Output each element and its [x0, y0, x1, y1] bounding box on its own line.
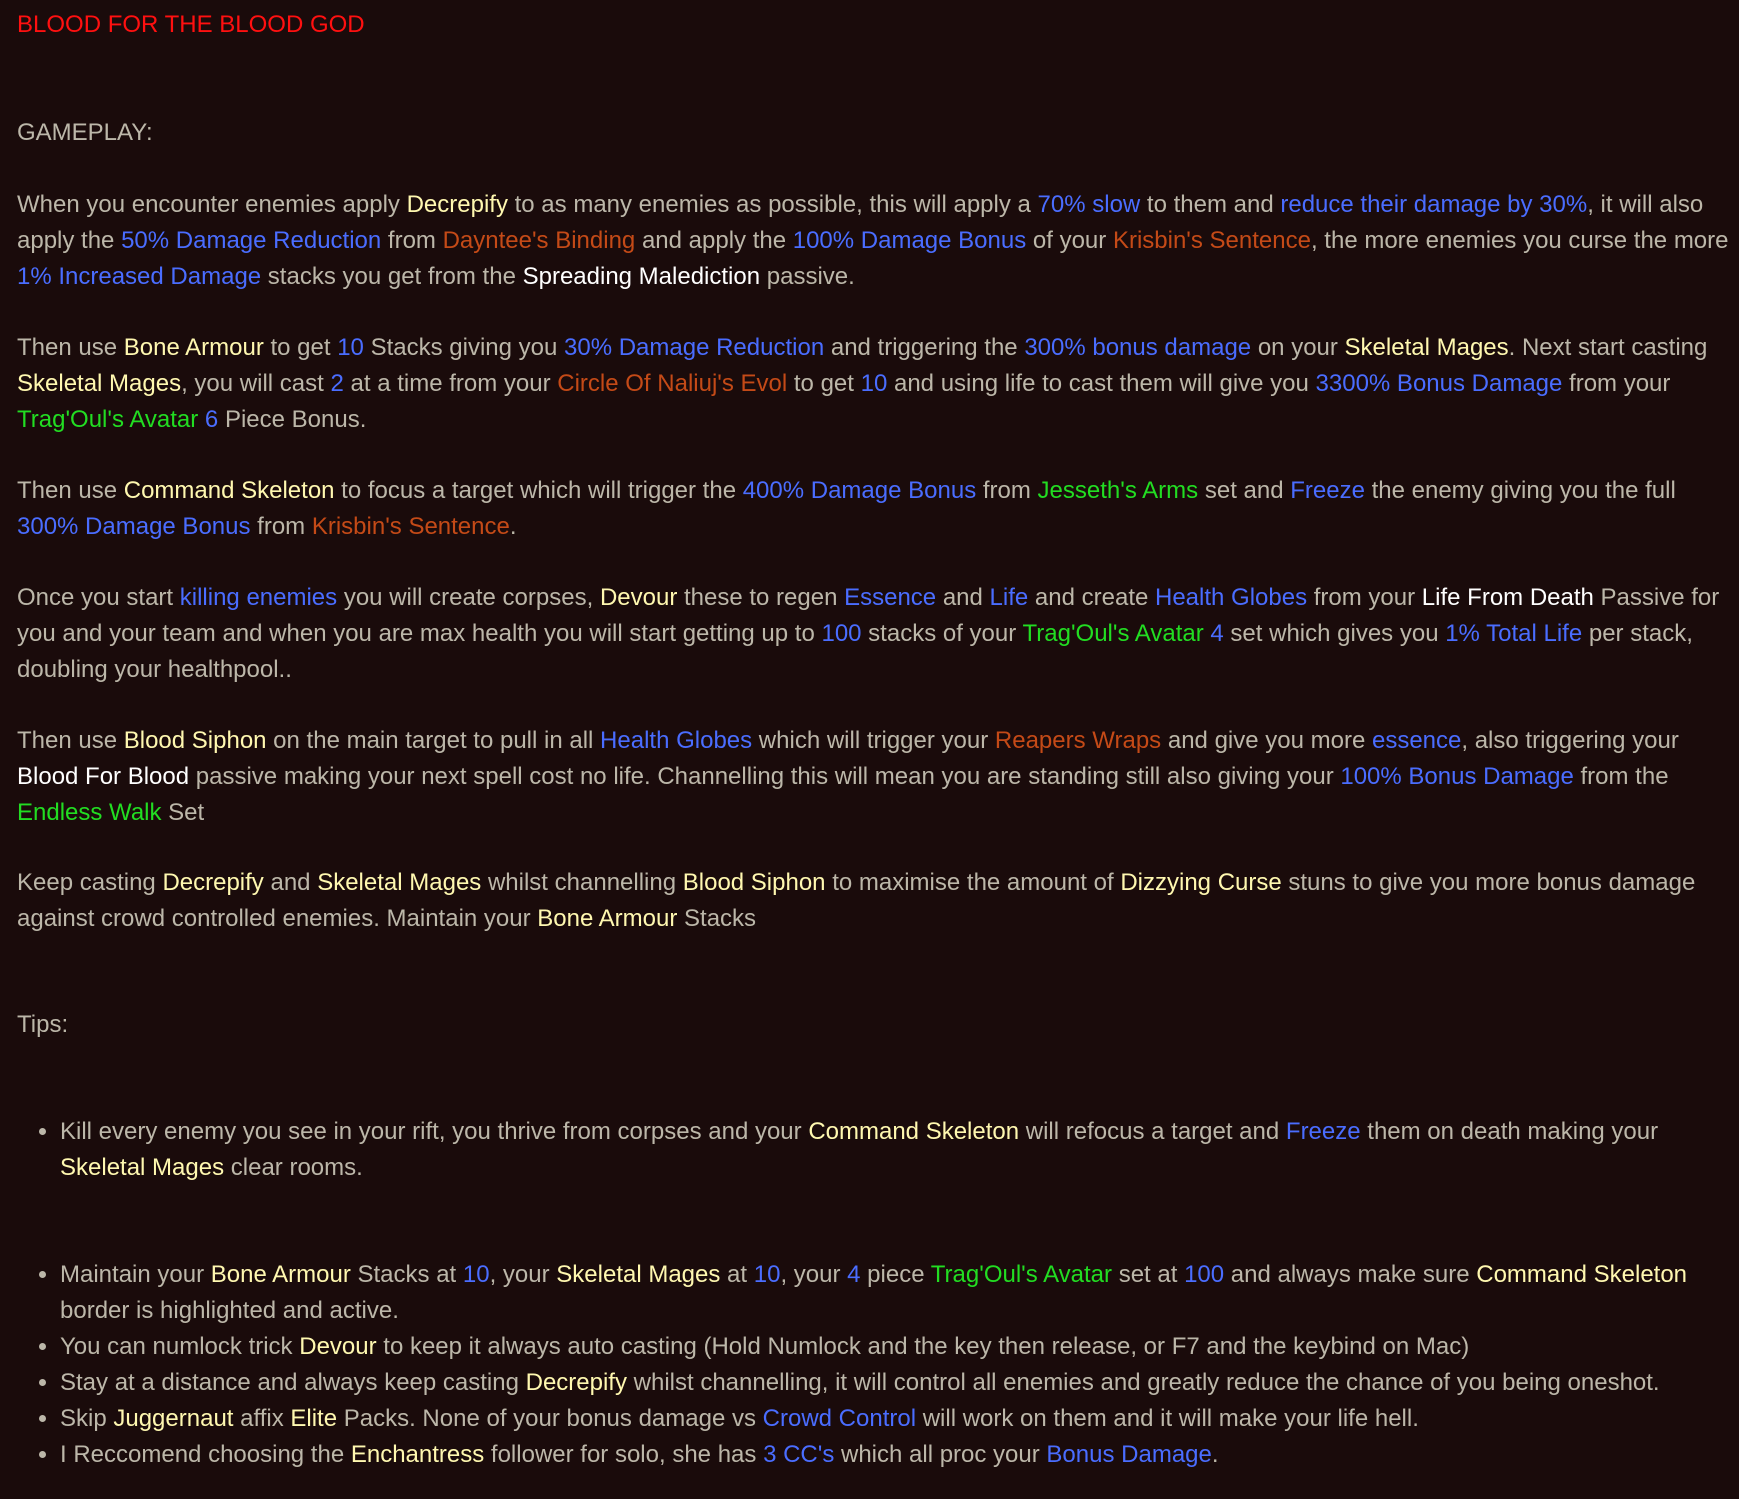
text-segment: , it will also apply the: [17, 191, 1704, 254]
text-segment: Skip: [60, 1405, 114, 1432]
text-segment: to get: [263, 334, 338, 361]
bonus-value: 3 CC's: [763, 1441, 835, 1468]
text-segment: from: [381, 227, 443, 254]
text-segment: stacks you get from the: [261, 263, 523, 290]
skill-name: Devour: [299, 1333, 377, 1360]
text-segment: per stack, doubling your healthpool..: [17, 620, 1693, 683]
skill-name: Command Skeleton: [1476, 1261, 1688, 1288]
text-segment: Stay at a distance and always keep casting: [60, 1369, 526, 1396]
bonus-value: 100: [821, 620, 862, 647]
skill-name: Command Skeleton: [808, 1118, 1020, 1145]
text-segment: and apply the: [635, 227, 793, 254]
bonus-value: 400% Damage Bonus: [742, 477, 977, 504]
text-segment: at a time from your: [343, 370, 558, 397]
text-segment: .: [509, 513, 517, 540]
bonus-value: 10: [337, 334, 364, 361]
text-segment: and using life to cast them will give you: [887, 370, 1316, 397]
spacer: [17, 831, 1729, 865]
bonus-value: 300% bonus damage: [1024, 334, 1252, 361]
text-segment: set at: [1112, 1261, 1185, 1288]
text-segment: [198, 406, 205, 433]
text-segment: You can numlock trick: [60, 1333, 300, 1360]
spacer: [17, 545, 1729, 580]
text-segment: , also triggering your: [1461, 727, 1679, 754]
text-segment: Set: [161, 799, 205, 826]
text-segment: to get: [787, 370, 861, 397]
text-segment: , you will cast: [181, 370, 331, 397]
tip-item: [60, 1365, 1729, 1401]
bonus-value: Health Globes: [1155, 584, 1308, 611]
text-segment: from: [250, 513, 312, 540]
text-segment: and give you more: [1161, 727, 1372, 754]
text-segment: Then use: [17, 334, 124, 361]
skill-name: Blood Siphon: [682, 869, 826, 896]
text-segment: at: [720, 1261, 754, 1288]
text-segment: which will trigger your: [752, 727, 995, 754]
text-segment: follower for solo, she has: [484, 1441, 764, 1468]
text-segment: Maintain your: [60, 1261, 211, 1288]
bonus-value: essence: [1371, 727, 1462, 754]
gameplay-paragraph-devour: [17, 580, 1729, 688]
skill-name: Decrepify: [525, 1369, 627, 1396]
bonus-value: 10: [753, 1261, 781, 1288]
text-segment: and: [936, 584, 990, 611]
text-segment: to focus a target which will trigger the: [334, 477, 743, 504]
item-name: Krisbin's Sentence: [1112, 227, 1311, 254]
set-name: Jesseth's Arms: [1037, 477, 1199, 504]
gameplay-heading: GAMEPLAY:: [17, 119, 153, 146]
bonus-value: 4: [847, 1261, 861, 1288]
text-segment: from the: [1573, 763, 1669, 790]
text-segment: border is highlighted and active.: [60, 1297, 399, 1324]
skill-name: Decrepify: [162, 869, 264, 896]
text-segment: stuns to give you more bonus damage against crowd controlled enemies. Maintain your: [17, 869, 1696, 932]
text-segment: you will create corpses,: [337, 584, 600, 611]
text-segment: to them and: [1140, 191, 1281, 218]
text-segment: them on death making your: [1360, 1118, 1659, 1145]
text-segment: Once you start: [17, 584, 180, 611]
bonus-value: Crowd Control: [762, 1405, 917, 1432]
item-name: Dayntee's Binding: [442, 227, 636, 254]
text-segment: whilst channelling, it will control all enemies and greatly reduce the chance of you being oneshot.: [626, 1369, 1660, 1396]
bonus-value: Essence: [844, 584, 937, 611]
text-segment: Then use: [17, 477, 124, 504]
skill-name: Skeletal Mages: [60, 1154, 225, 1181]
bonus-value: 100% Damage Bonus: [792, 227, 1027, 254]
set-name: Trag'Oul's Avatar: [930, 1261, 1113, 1288]
spacer: [17, 295, 1729, 330]
skill-name: Skeletal Mages: [1344, 334, 1509, 361]
set-name: Endless Walk: [17, 799, 162, 826]
text-segment: will work on them and it will make your life hell.: [916, 1405, 1419, 1432]
gameplay-paragraph-maintain: [17, 865, 1729, 937]
text-segment: and create: [1028, 584, 1155, 611]
skill-name: Devour: [599, 584, 678, 611]
text-segment: When you encounter enemies apply: [17, 191, 407, 218]
text-segment: set and: [1198, 477, 1291, 504]
gameplay-paragraph-mages: [17, 330, 1729, 438]
text-segment: from your: [1562, 370, 1671, 397]
tips-list: [17, 1257, 1729, 1473]
spacer: [17, 937, 1729, 1007]
text-segment: clear rooms.: [224, 1154, 363, 1181]
spacer: [17, 43, 1729, 115]
skill-name: Skeletal Mages: [317, 869, 482, 896]
text-segment: , your: [780, 1261, 848, 1288]
text-segment: whilst channelling: [481, 869, 683, 896]
skill-name: Enchantress: [350, 1441, 485, 1468]
text-segment: these to regen: [677, 584, 845, 611]
bonus-value: 10: [462, 1261, 490, 1288]
tip-item: [60, 1114, 1729, 1186]
tips-heading: Tips:: [17, 1011, 69, 1038]
bonus-value: 300% Damage Bonus: [17, 513, 251, 540]
bonus-value: 3300% Bonus Damage: [1315, 370, 1563, 397]
text-segment: which all proc your: [834, 1441, 1047, 1468]
text-segment: and triggering the: [824, 334, 1025, 361]
text-segment: Keep casting: [17, 869, 163, 896]
text-segment: and always make sure: [1224, 1261, 1477, 1288]
text-segment: of your: [1026, 227, 1113, 254]
skill-name: Bone Armour: [537, 905, 678, 932]
skill-name: Dizzying Curse: [1120, 869, 1282, 896]
bonus-value: 100: [1184, 1261, 1225, 1288]
skill-name: Blood Siphon: [123, 727, 267, 754]
text-segment: Then use: [17, 727, 124, 754]
text-segment: will refocus a target and: [1019, 1118, 1286, 1145]
bonus-value: Freeze: [1290, 477, 1365, 504]
spacer: [17, 1186, 1729, 1257]
text-segment: , your: [489, 1261, 557, 1288]
item-name: Reapers Wraps: [994, 727, 1162, 754]
skill-name: Skeletal Mages: [17, 370, 182, 397]
bonus-value: 4: [1210, 620, 1224, 647]
text-segment: on the main target to pull in all: [266, 727, 601, 754]
guide-content: [17, 7, 1729, 1473]
text-segment: Stacks: [677, 905, 757, 932]
bonus-value: 100% Bonus Damage: [1340, 763, 1574, 790]
set-name: Trag'Oul's Avatar: [1022, 620, 1204, 647]
bonus-value: Life: [989, 584, 1029, 611]
text-segment: passive making your next spell cost no life. Channelling this will mean you are standing still also giving your: [189, 763, 1341, 790]
bonus-value: 1% Total Life: [1445, 620, 1583, 647]
tip-item: [60, 1257, 1729, 1329]
guide-title: BLOOD FOR THE BLOOD GOD: [17, 11, 365, 38]
bonus-value: 10: [860, 370, 888, 397]
bonus-value: 1% Increased Damage: [17, 263, 262, 290]
text-segment: stacks of your: [861, 620, 1023, 647]
text-segment: piece: [860, 1261, 931, 1288]
skill-name: Bone Armour: [123, 334, 264, 361]
passive-name: Spreading Malediction: [522, 263, 761, 290]
bonus-value: Bonus Damage: [1046, 1441, 1212, 1468]
skill-name: Bone Armour: [210, 1261, 351, 1288]
spacer: [17, 688, 1729, 723]
text-segment: the enemy giving you the full: [1364, 477, 1676, 504]
text-segment: I Reccomend choosing the: [60, 1441, 351, 1468]
gameplay-paragraph-command: [17, 473, 1729, 545]
text-segment: affix: [233, 1405, 291, 1432]
bonus-value: Freeze: [1285, 1118, 1361, 1145]
bonus-value: 70% slow: [1037, 191, 1141, 218]
text-segment: .: [1211, 1441, 1219, 1468]
bonus-value: 2: [330, 370, 344, 397]
text-segment: from: [976, 477, 1038, 504]
text-segment: from your: [1307, 584, 1422, 611]
text-segment: Piece Bonus.: [218, 406, 367, 433]
spacer: [17, 1043, 1729, 1114]
tip-item: [60, 1437, 1729, 1473]
skill-name: Command Skeleton: [123, 477, 335, 504]
text-segment: to maximise the amount of: [825, 869, 1121, 896]
bonus-value: 30% Damage Reduction: [564, 334, 825, 361]
text-segment: Stacks giving you: [363, 334, 565, 361]
text-segment: . Next start casting: [1508, 334, 1708, 361]
spacer: [17, 438, 1729, 473]
gameplay-paragraph-curse: [17, 187, 1729, 295]
bonus-value: reduce their damage by 30%: [1280, 191, 1588, 218]
tips-list-first: [17, 1114, 1729, 1186]
text-segment: to as many enemies as possible, this will apply a: [507, 191, 1038, 218]
spacer: [17, 151, 1729, 187]
bonus-value: Health Globes: [600, 727, 753, 754]
bonus-value: killing enemies: [179, 584, 338, 611]
skill-name: Skeletal Mages: [556, 1261, 721, 1288]
bonus-value: 50% Damage Reduction: [121, 227, 382, 254]
gameplay-paragraph-siphon: [17, 723, 1729, 831]
tip-item: [60, 1329, 1729, 1365]
tip-item: [60, 1401, 1729, 1437]
text-segment: on your: [1251, 334, 1345, 361]
text-segment: to keep it always auto casting (Hold Numlock and the key then release, or F7 and the keybind on Mac): [376, 1333, 1470, 1360]
bonus-value: 6: [204, 406, 219, 433]
passive-name: Blood For Blood: [17, 763, 190, 790]
text-segment: Packs. None of your bonus damage vs: [337, 1405, 763, 1432]
text-segment: Passive for you and your team and when you are max health you will start getting up to: [17, 584, 1720, 647]
item-name: Circle Of Naliuj's Evol: [557, 370, 788, 397]
text-segment: , the more enemies you curse the more: [1310, 227, 1729, 254]
skill-name: Decrepify: [406, 191, 508, 218]
set-name: Trag'Oul's Avatar: [17, 406, 199, 433]
text-segment: Kill every enemy you see in your rift, you thrive from corpses and your: [60, 1118, 809, 1145]
skill-name: Elite: [290, 1405, 338, 1432]
text-segment: set which gives you: [1223, 620, 1446, 647]
text-segment: Stacks at: [350, 1261, 463, 1288]
skill-name: Juggernaut: [113, 1405, 234, 1432]
item-name: Krisbin's Sentence: [311, 513, 510, 540]
text-segment: passive.: [760, 263, 855, 290]
passive-name: Life From Death: [1421, 584, 1594, 611]
text-segment: and: [263, 869, 318, 896]
